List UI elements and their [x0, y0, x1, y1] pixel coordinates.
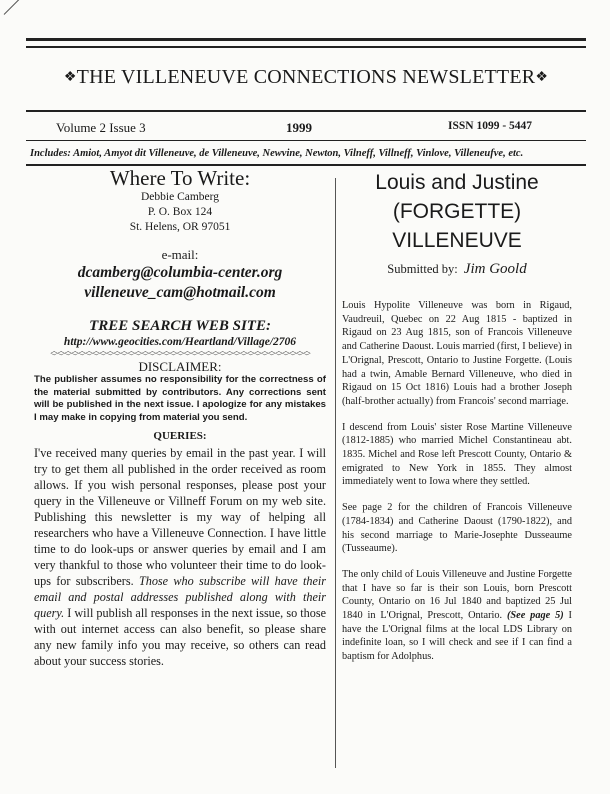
article-paragraph-1: Louis Hypolite Villeneuve was born in Rigaud, Vaudreuil, Quebec on 22 Aug 1815 - baptized in Rigaud on 23 Aug 1815, son of Francois Villeneuve and Catherine Daoust. Louis married (first, I believe) in L'Orignal, Prescott, Ontario to Justine Forgette. (Louis had a twin, Amable Bernard Villeneuve, who died in Rigaud on 15 Oct 1816) Louis had a brother Joseph (half-brother actually) from Francois' second marriage. — [342, 300, 572, 407]
queries-body — [34, 445, 326, 669]
where-to-write-heading: Where To Write: — [109, 166, 251, 190]
article-byline — [342, 261, 572, 277]
article-paragraph-4 — [342, 568, 572, 664]
ornament-divider: <><><><><><><><><><><><><><><><><><><><><><><><><><><><><><><><><><><><><> — [50, 349, 310, 358]
issue-volume: Volume 2 Issue 3 — [56, 120, 146, 135]
queries-heading: QUERIES: — [153, 430, 207, 442]
email-label: e-mail: — [161, 247, 199, 262]
newsletter-title: THE VILLENEUVE CONNECTIONS NEWSLETTER — [76, 66, 536, 88]
diamond-ornament-left: ❖ — [63, 70, 77, 85]
article-p4-text-1: The only child of Louis Villeneuve and Justine Forgette that I have so far is their son Louis, born Prescott County, Ontario on 16 Jul 1840 and baptized 25 Jul 1840 in L'Orignal, Prescott, Ontario. — [342, 568, 572, 622]
article-title-line-2: (FORGETTE) — [392, 200, 522, 223]
issue-issn: ISSN 1099 - 5447 — [448, 120, 533, 132]
diamond-ornament-right: ❖ — [535, 70, 549, 85]
article-p4-text-2: I have the L'Orignal films at the local LDS Library on indefinite loan, so I will check and see if I can find a baptism for Adolphus. — [342, 610, 572, 663]
address-name: Debbie Camberg — [140, 191, 220, 203]
disclaimer-heading: DISCLAIMER: — [138, 359, 222, 374]
queries-text-2: I will publish all responses in the next issue, so those with out internet access can also benefit, so please share any new family info you may receive, so others can read about your success stories. — [34, 606, 326, 668]
article-author: Jim Goold — [463, 261, 527, 277]
queries-text-italic: Those who subscribe will have their email and postal addresses published along with their query. — [34, 574, 326, 620]
includes-line: Includes: Amiot, Amyot dit Villeneuve, de Villeneuve, Newvine, Newton, Vilneff, Villneff, Vinlove, Villeneufve, etc. — [30, 148, 524, 159]
submitted-label: Submitted by: — [387, 262, 458, 276]
column-divider — [335, 178, 336, 768]
top-rule-thin — [26, 46, 586, 48]
issue-year: 1999 — [286, 120, 312, 135]
address-city: St. Helens, OR 97051 — [129, 221, 231, 233]
address-po-box: P. O. Box 124 — [147, 206, 213, 218]
right-column — [342, 168, 572, 664]
disclaimer-body: The publisher assumes no responsibility for the correctness of the material submitted by contributors. Any corrections sent will be published in the next issue. I apologize for any mistakes I may make in copying from material you send. — [34, 374, 326, 423]
masthead-rule — [26, 110, 586, 112]
article-paragraph-3: See page 2 for the children of Francois Villeneuve (1784-1834) and Catherine Daoust (1790-1822), and his second marriage to Marie-Josephte Dusseaume (Tusseaume). — [342, 502, 572, 555]
tree-search-url[interactable]: http://www.geocities.com/Heartland/Village/2706 — [63, 336, 297, 348]
newsletter-masthead — [26, 66, 586, 89]
queries-text-1: I've received many queries by email in the past year. I will try to get them all published in the order received as room allows. If you wish personal responses, please post your query in the Villeneuve or Villneff Forum on my web site. Publishing this newsletter is my way of helping all researchers who have a Villeneuve Connection. I have little time to do look-ups or answer queries by email and I am very thankful to those who volunteer their time to do look-ups for subscribers. — [34, 446, 326, 588]
article-title-line-3: VILLENEUVE — [392, 229, 522, 252]
article-title-line-1: Louis and Justine — [375, 171, 539, 194]
left-column — [34, 166, 326, 669]
corner-mark — [4, 0, 27, 15]
tree-search-heading: TREE SEARCH WEB SITE: — [89, 318, 271, 334]
issue-rule — [26, 140, 586, 141]
email-address-1[interactable]: dcamberg@columbia-center.org — [77, 264, 283, 281]
email-address-2[interactable]: villeneuve_cam@hotmail.com — [84, 284, 276, 301]
top-rule-thick — [26, 38, 586, 41]
article-paragraph-2: I descend from Louis' sister Rose Martine Villeneuve (1812-1885) who married Michel Constantineau abt. 1835. Michel and Rose left Prescott County, Ontario & emigrated to New York in 1855. They almost immediately went to Iowa where they settled. — [342, 421, 572, 488]
see-page-reference: (See page 5) — [507, 610, 564, 622]
